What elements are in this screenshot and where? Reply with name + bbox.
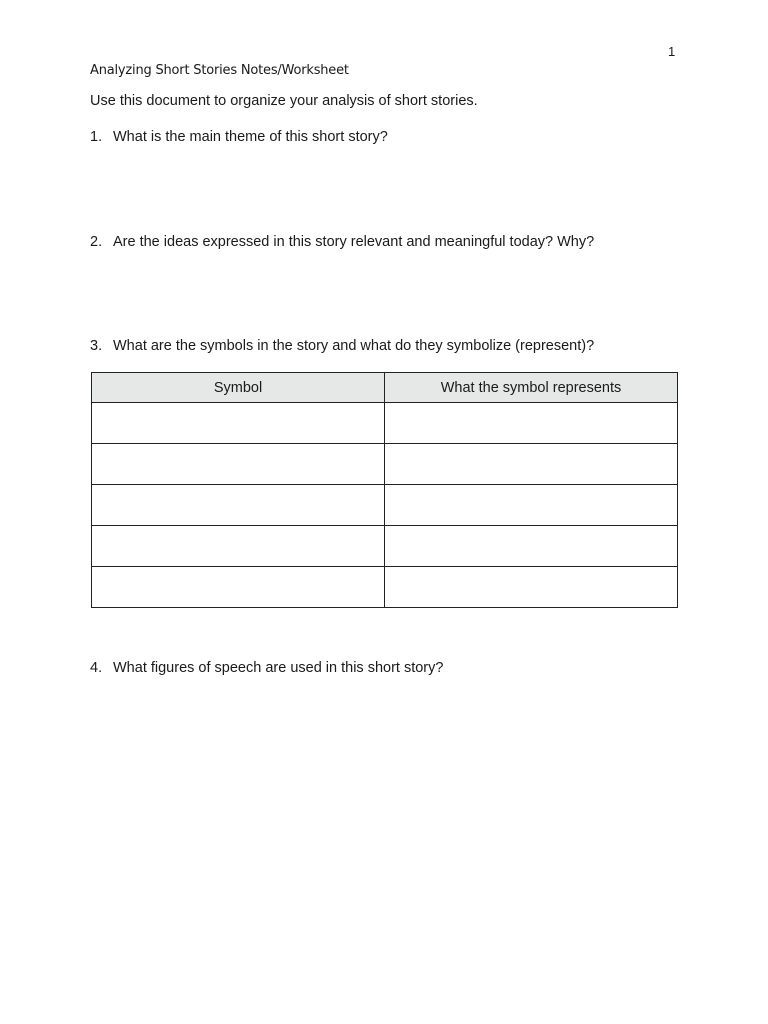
- meaning-cell[interactable]: [385, 403, 678, 444]
- symbol-cell[interactable]: [92, 444, 385, 485]
- question-2: [90, 234, 594, 250]
- symbol-column-header: Symbol: [92, 373, 385, 403]
- question-4: [90, 660, 443, 676]
- question-number: 1.: [90, 129, 103, 145]
- meaning-cell[interactable]: [385, 444, 678, 485]
- table-row: [92, 444, 678, 485]
- question-number: 3.: [90, 338, 103, 354]
- meaning-cell[interactable]: [385, 526, 678, 567]
- question-3: [90, 338, 594, 354]
- question-text: Are the ideas expressed in this story relevant and meaningful today? Why?: [113, 234, 595, 250]
- document-header: Analyzing Short Stories Notes/Worksheet: [90, 63, 349, 78]
- table-row: [92, 567, 678, 608]
- question-1: [90, 129, 388, 145]
- symbol-cell[interactable]: [92, 403, 385, 444]
- meaning-cell[interactable]: [385, 485, 678, 526]
- symbol-table: [91, 372, 678, 608]
- question-number: 2.: [90, 234, 103, 250]
- question-number: 4.: [90, 660, 103, 676]
- question-text: What is the main theme of this short story?: [113, 129, 388, 145]
- table-row: [92, 485, 678, 526]
- meaning-cell[interactable]: [385, 567, 678, 608]
- question-text: What are the symbols in the story and what do they symbolize (represent)?: [113, 338, 595, 354]
- question-text: What figures of speech are used in this short story?: [113, 660, 444, 676]
- page-number: 1: [668, 44, 676, 59]
- meaning-column-header: What the symbol represents: [385, 373, 678, 403]
- intro-text: Use this document to organize your analysis of short stories.: [90, 93, 478, 109]
- table-row: [92, 526, 678, 567]
- table-row: [92, 403, 678, 444]
- symbol-cell[interactable]: [92, 526, 385, 567]
- symbol-cell[interactable]: [92, 485, 385, 526]
- symbol-cell[interactable]: [92, 567, 385, 608]
- table-header-row: [92, 373, 678, 403]
